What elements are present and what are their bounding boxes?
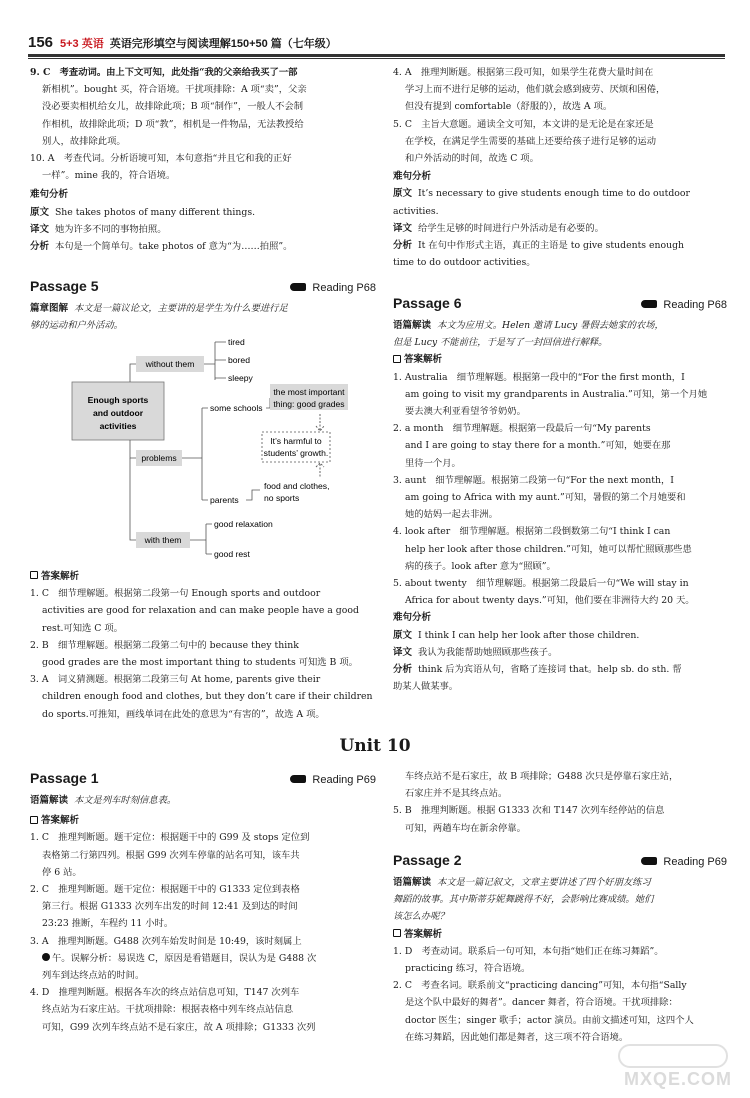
translation-label: 译文 (30, 223, 50, 235)
mind-map-connector (204, 342, 226, 380)
answer-line: 3. A 推理判断题。G488 次列车始发时间是 10:49，该时刻属上 (30, 935, 302, 947)
original-label: 原文 (393, 188, 413, 200)
difficult-sentence-label: 难句分析 (30, 189, 69, 201)
mind-map-connector (130, 364, 136, 382)
mind-map-label: good rest (214, 549, 250, 559)
error-note-icon (42, 953, 50, 961)
original-text: She takes photos of many different things. (54, 206, 256, 218)
mind-map-label: the most important (273, 387, 345, 397)
book-title: 英语完形填空与阅读理解150+50 篇（七年级） (109, 38, 337, 50)
analysis-text: think 后为宾语从句，省略了连接词 that。help sb. do sth. 帮 (417, 664, 682, 676)
reading-ref-text: Reading P69 (663, 856, 727, 868)
mind-map-label: without them (145, 359, 195, 369)
mind-map-connector (130, 440, 136, 458)
mind-map-svg (30, 330, 376, 562)
answer-heading (393, 926, 727, 943)
passage-6-header (393, 293, 727, 317)
left-top-answers (30, 64, 376, 255)
pointing-hand-icon (290, 283, 306, 291)
unit10-right-answers (393, 768, 727, 837)
answer-line-text: 午。误解分析：易误选 C，原因是看错题目，误认为是 G488 次 (52, 952, 317, 964)
answer-line: 1. C 细节理解题。根据第二段第一句 Enough sports and outdoor (30, 588, 321, 600)
answer-line: 一样”。mine 我的，符合语境。 (42, 170, 176, 182)
diagram-text: 够的运动和户外活动。 (30, 320, 123, 332)
answer-line: 10. A 考查代词。分析语境可知，本句意指“并且它和我的正好 (30, 153, 292, 165)
right-top-answers (393, 64, 727, 271)
answer-line: 在练习舞蹈，因此她们都是舞者，这三项不符合语境。 (405, 1031, 629, 1043)
mind-map-label: food and clothes, (264, 481, 330, 491)
mind-map-label: problems (141, 453, 177, 463)
answer-line: 3. aunt 细节理解题。根据第二段第一句“For the next month，I (393, 474, 674, 486)
answer-line: 4. A 推理判断题。根据第三段可知，如果学生花费大量时间在 (393, 67, 654, 78)
answer-line: 作相机，故排除此项；D 项“教”，相机是一件物品，无法教授给 (42, 118, 304, 130)
interpretation-text: 舞蹈的故事。其中斯蒂芬妮舞跳得不好，会影响比赛成绩。她们 (393, 894, 654, 906)
analysis-text: It 在句中作形式主语，真正的主语是 to give students enough (417, 240, 685, 252)
mind-map-label: thing: good grades (273, 399, 345, 409)
answer-line: 2. B 细节理解题。根据第二段第二句中的 because they think (30, 639, 299, 651)
answer-line: 病的孩子。look after 意为“照顾”。 (405, 560, 556, 572)
mind-map-label: bored (228, 355, 250, 365)
arrow-up-icon (316, 463, 324, 478)
unit-title: Unit 10 (339, 736, 411, 756)
mind-map-connector (246, 490, 260, 500)
header-title (60, 36, 337, 53)
reading-ref-text: Reading P68 (663, 299, 727, 311)
mind-map-connector (190, 524, 212, 554)
answer-line: doctor 医生；singer 歌手；actor 演员。由前文描述可知，这四个人 (405, 1014, 694, 1026)
analysis-label: 分析 (393, 240, 413, 252)
mind-map-center-line: and outdoor (92, 408, 144, 418)
answer-line: 和户外活动的时间，故选 C 项。 (405, 153, 539, 165)
answer-line: 里待一个月。 (405, 457, 461, 469)
answer-line: 23:23 推断，车程约 11 小时。 (42, 918, 174, 930)
answer-line: 她的姑妈一起去非洲。 (405, 509, 498, 521)
pointing-hand-icon (641, 857, 657, 865)
unit10-passage-2-section (393, 850, 727, 1046)
page-header (28, 34, 725, 56)
header-rule (28, 54, 725, 57)
answer-line: 1. Australia 细节理解题。根据第一段中的“For the first month，I (393, 371, 685, 383)
original-text: It’s necessary to give students enough time to do outdoor (417, 188, 690, 200)
interpretation-text: 本文是一篇记叙文，文章主要讲述了四个好朋友练习 (436, 877, 651, 888)
interpretation-label: 语篇解读 (393, 320, 432, 331)
passage-5-section (30, 276, 376, 334)
analysis-label: 分析 (393, 664, 413, 676)
answer-line: 4. look after 细节理解题。根据第二段倒数第二句“I think I can (393, 526, 671, 538)
answer-line: do sports.可推知，画线单词在此处的意思为“有害的”，故选 A 项。 (42, 708, 325, 720)
answer-line: 5. C 主旨大意题。通读全文可知，本文讲的是无论是在家还是 (393, 118, 654, 130)
answer-line: 5. about twenty 细节理解题。根据第二段最后一句“We will stay in (393, 578, 689, 590)
passage-5-header (30, 276, 376, 300)
mind-map-connector (130, 458, 136, 540)
answer-line: 要去澳大利亚看望爷爷奶奶。 (405, 406, 526, 418)
interpretation-text: 本文是列车时刻信息表。 (73, 795, 177, 806)
mind-map-label: It’s harmful to (270, 436, 322, 446)
answer-line: am going to visit my grandparents in Australia.”可知，第一个月她 (405, 388, 708, 400)
mind-map-connector (182, 408, 208, 500)
mind-map-label: good relaxation (214, 519, 273, 529)
watermark-logo-icon (618, 1044, 728, 1068)
answer-line: activities are good for relaxation and can make people have a good (42, 605, 359, 617)
interpretation-label: 语篇解读 (30, 795, 69, 806)
answer-heading (30, 568, 376, 585)
interpretation-text: 该怎么办呢？ (393, 911, 449, 923)
answer-line: rest.可知选 C 项。 (42, 622, 123, 634)
mind-map-label: with them (144, 535, 182, 545)
page-number: 156 (28, 34, 54, 51)
answer-line: 第三行。根据 G1333 次列车出发的时间 12:41 及到达的时间 (42, 901, 298, 913)
reading-ref-text: Reading P69 (312, 774, 376, 786)
answer-line: 9. C 考查动词。由上下文可知，此处指“我的父亲给我买了一部 (30, 67, 298, 78)
answer-line: 在学校，在满足学生需要的基础上还要给孩子进行足够的运动 (405, 135, 657, 147)
passage-2-header (393, 850, 727, 874)
answer-line (30, 950, 376, 967)
answer-line: 3. A 词义猜测题。根据第二段第三句 At home, parents give their (30, 674, 321, 686)
reading-ref (290, 280, 376, 297)
mind-map-label: parents (210, 495, 239, 505)
answer-line: 停 6 站。 (42, 866, 82, 878)
reading-ref-text: Reading P68 (312, 282, 376, 294)
brand-label: 5+3 英语 (60, 38, 104, 50)
answer-heading (393, 351, 727, 368)
passage-title: Passage 6 (393, 295, 462, 311)
analysis-text: 本句是一个简单句。take photos of 意为“为……拍照”。 (54, 241, 293, 253)
lock-icon (30, 571, 38, 579)
reading-ref (641, 297, 727, 314)
analysis-text: time to do outdoor activities。 (393, 257, 536, 269)
answer-line: help her look after those children.”可知，她可以帮忙照顾那些患 (405, 543, 692, 555)
unit10-passage-1-section (30, 768, 376, 1036)
analysis-label: 分析 (30, 241, 50, 253)
answer-line: 没必要卖相机给女儿，故排除此项；B 项“制作”，一般人不会制 (42, 101, 304, 113)
arrow-down-icon (316, 414, 324, 431)
passage-1-header (30, 768, 376, 792)
answer-line: 终点站为石家庄站。干扰项排除：根据表格中列车终点站信息 (42, 1004, 294, 1016)
translation-label: 译文 (393, 222, 413, 234)
answer-line: Africa for about twenty days.”可知，他们要在非洲待大约 20 天。 (405, 595, 695, 607)
mind-map-label: some schools (210, 403, 263, 413)
original-text: activities. (393, 205, 439, 217)
passage-5-answers (30, 568, 376, 723)
answer-line: 石家庄并不是其终点站。 (405, 788, 508, 800)
difficult-sentence-label: 难句分析 (393, 171, 432, 183)
answer-line: 学习上而不进行足够的运动，他们就会感到疲劳、厌烦和困倦， (405, 84, 666, 96)
passage-5-mind-map (30, 330, 376, 562)
answer-line: 表格第二行第四列。根据 G99 次列车停靠的站名可知，该车共 (42, 849, 300, 861)
original-label: 原文 (30, 206, 50, 218)
diagram-label: 篇章图解 (30, 303, 69, 314)
mind-map-center-line: activities (99, 421, 137, 431)
interpretation-text: 但是 Lucy 不能前往，于是写了一封回信进行解释。 (393, 337, 608, 349)
answer-heading-text: 答案解析 (41, 815, 80, 827)
lock-icon (393, 355, 401, 363)
passage-title: Passage 5 (30, 278, 99, 294)
answer-heading-text: 答案解析 (404, 928, 443, 940)
answer-line: 列车到达终点站的时间。 (42, 970, 145, 982)
passage-title: Passage 1 (30, 770, 99, 786)
answer-line: 2. a month 细节理解题。根据第一段最后一句“My parents (393, 423, 651, 435)
answer-line: children enough food and clothes, but they don’t care if their children (42, 691, 373, 703)
interpretation-label: 语篇解读 (393, 877, 432, 888)
answer-line: 1. C 推理判断题。题干定位：根据题干中的 G99 及 stops 定位到 (30, 832, 310, 844)
original-text: I think I can help her look after those children. (417, 629, 640, 641)
answer-line: am going to Africa with my aunt.”可知，暑假的第二个月她要和 (405, 492, 686, 504)
reading-ref (290, 772, 376, 789)
answer-line: 车终点站不是石家庄，故 B 项排除；G488 次只是停靠石家庄站， (405, 771, 679, 782)
site-watermark (608, 1044, 738, 1090)
mind-map-label: students’ growth. (263, 448, 329, 458)
difficult-sentence-label: 难句分析 (393, 612, 432, 624)
answer-heading-text: 答案解析 (41, 571, 80, 582)
passage-6-section (393, 293, 727, 695)
mind-map-label: no sports (264, 493, 300, 503)
diagram-text: 本文是一篇议论文，主要讲的是学生为什么要进行足 (73, 303, 288, 314)
answer-line: 2. C 考查名词。联系前文“practicing dancing”可知，本句指“Sally (393, 980, 687, 992)
answer-heading-text: 答案解析 (404, 354, 443, 366)
answer-line: 1. D 考查动词。联系后一句可知，本句指“她们正在练习舞蹈”。 (393, 945, 664, 957)
translation-text: 给学生足够的时间进行户外活动是有必要的。 (417, 222, 604, 234)
answer-line: 新相机”。bought 买，符合语境。干扰项排除：A 项“卖”，父亲 (42, 84, 307, 96)
watermark-text: MXQE.COM (623, 1068, 732, 1089)
answer-heading (30, 812, 376, 829)
mind-map-label: tired (228, 337, 245, 347)
answer-line: and I are going to stay there for a month.”可知，她要在那 (405, 440, 671, 452)
answer-line: good grades are the most important thing to students 可知选 B 项。 (42, 657, 358, 669)
interpretation-text: 本文为应用文。Helen 邀请 Lucy 暑假去她家的农场， (436, 320, 664, 331)
analysis-text: 助某人做某事。 (393, 681, 459, 693)
passage-title: Passage 2 (393, 852, 462, 868)
reading-ref (641, 854, 727, 871)
answer-line: 是这个队中最好的舞者”。dancer 舞者，符合语境。干扰项排除： (405, 997, 678, 1009)
answer-line: 但没有提到 comfortable（舒服的），故选 A 项。 (405, 101, 613, 113)
pointing-hand-icon (641, 300, 657, 308)
pointing-hand-icon (290, 775, 306, 783)
answer-line: 可知，G99 次列车终点站不是石家庄，故 A 项排除；G1333 次列 (42, 1021, 316, 1033)
translation-text: 她为许多不同的事物拍照。 (54, 223, 167, 235)
translation-label: 译文 (393, 646, 413, 658)
mind-map-label: sleepy (228, 373, 253, 383)
answer-line: 可知，两趟车均在新余停靠。 (405, 822, 526, 834)
answer-line: 5. B 推理判断题。根据 G1333 次和 T147 次列车经停站的信息 (393, 805, 665, 817)
header-rule-thin (28, 58, 725, 59)
translation-text: 我认为我能帮助她照顾那些孩子。 (417, 646, 558, 658)
answer-line: practicing 练习，符合语境。 (405, 963, 531, 975)
mind-map-center-line: Enough sports (87, 395, 149, 405)
mind-map-connector (266, 398, 270, 408)
lock-icon (30, 816, 38, 824)
lock-icon (393, 929, 401, 937)
answer-line: 别人，故排除此项。 (42, 135, 126, 147)
answer-line: 2. C 推理判断题。题干定位：根据题干中的 G1333 定位到表格 (30, 884, 300, 896)
answer-line: 4. D 推理判断题。根据各车次的终点站信息可知，T147 次列车 (30, 987, 300, 999)
original-label: 原文 (393, 629, 413, 641)
